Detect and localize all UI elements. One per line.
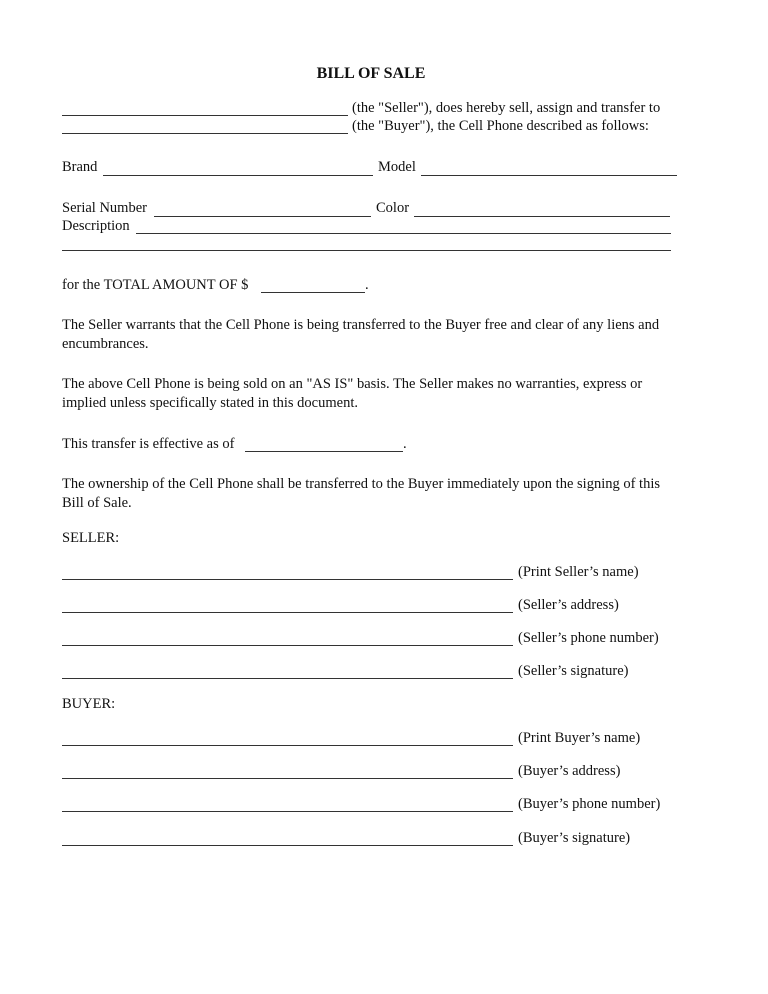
total-amount-period: . <box>365 277 369 293</box>
effective-date-field-line[interactable] <box>245 451 403 452</box>
buyer-signature-line[interactable] <box>62 845 513 846</box>
brand-label: Brand <box>62 159 98 175</box>
effective-date-label: This transfer is effective as of <box>62 436 235 452</box>
seller-phone-line[interactable] <box>62 645 513 646</box>
buyer-heading: BUYER: <box>62 696 116 712</box>
buyer-phone-label: (Buyer’s phone number) <box>518 796 661 812</box>
serial-number-label: Serial Number <box>62 200 147 216</box>
buyer-print-name-line[interactable] <box>62 745 513 746</box>
ownership-paragraph: The ownership of the Cell Phone shall be transferred to the Buyer immediately upon the signing of this Bill of Sale. <box>62 476 660 511</box>
seller-print-name-label: (Print Seller’s name) <box>518 564 639 580</box>
total-amount-label: for the TOTAL AMOUNT OF $ <box>62 277 249 293</box>
color-label: Color <box>376 200 410 216</box>
seller-phone-label: (Seller’s phone number) <box>518 630 659 646</box>
seller-name-line[interactable] <box>62 115 348 116</box>
seller-clause: (the "Seller"), does hereby sell, assign and transfer to <box>352 100 661 116</box>
serial-number-field-line[interactable] <box>154 216 371 217</box>
warranty-paragraph: The Seller warrants that the Cell Phone is being transferred to the Buyer free and clear of any liens and encumbrances. <box>62 317 660 352</box>
seller-signature-label: (Seller’s signature) <box>518 663 629 679</box>
buyer-phone-line[interactable] <box>62 811 513 812</box>
as-is-paragraph: The above Cell Phone is being sold on an "AS IS" basis. The Seller makes no warranties, express or implied unless specifically stated in this document. <box>62 376 643 411</box>
color-field-line[interactable] <box>414 216 670 217</box>
description-field-line-2[interactable] <box>62 250 671 251</box>
buyer-address-line[interactable] <box>62 778 513 779</box>
buyer-clause: (the "Buyer"), the Cell Phone described as follows: <box>352 118 649 134</box>
model-label: Model <box>378 159 416 175</box>
description-field-line[interactable] <box>136 233 671 234</box>
buyer-signature-label: (Buyer’s signature) <box>518 830 631 846</box>
seller-signature-line[interactable] <box>62 678 513 679</box>
seller-address-line[interactable] <box>62 612 513 613</box>
brand-field-line[interactable] <box>103 175 373 176</box>
buyer-print-name-label: (Print Buyer’s name) <box>518 730 641 746</box>
seller-address-label: (Seller’s address) <box>518 597 619 613</box>
total-amount-field-line[interactable] <box>261 292 365 293</box>
effective-date-period: . <box>403 436 407 452</box>
description-label: Description <box>62 218 130 234</box>
seller-print-name-line[interactable] <box>62 579 513 580</box>
document-title: BILL OF SALE <box>316 65 426 82</box>
model-field-line[interactable] <box>421 175 677 176</box>
seller-heading: SELLER: <box>62 530 120 546</box>
buyer-address-label: (Buyer’s address) <box>518 763 621 779</box>
buyer-name-line[interactable] <box>62 133 348 134</box>
